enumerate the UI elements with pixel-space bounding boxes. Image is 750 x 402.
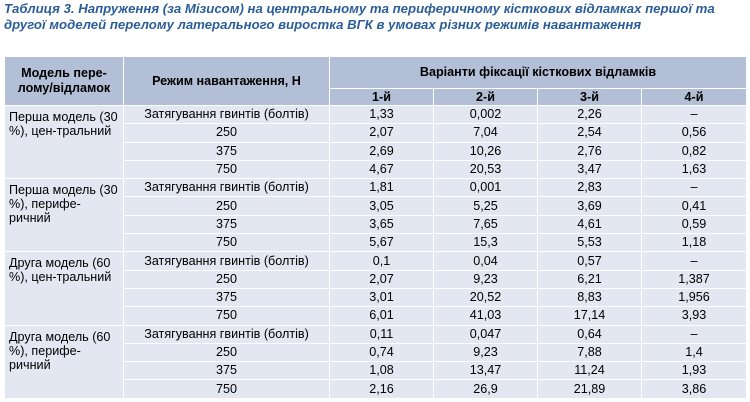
value-cell: 4,67 xyxy=(330,160,434,178)
value-cell: 7,04 xyxy=(434,124,538,142)
table-row xyxy=(5,325,747,343)
mode-cell: 375 xyxy=(124,362,330,380)
value-cell: 1,63 xyxy=(642,160,747,178)
value-cell: 0,002 xyxy=(434,106,538,124)
mode-cell: 250 xyxy=(124,124,330,142)
header-variant-2: 2-й xyxy=(434,89,538,106)
mode-cell: 250 xyxy=(124,343,330,361)
value-cell: 0,56 xyxy=(642,124,747,142)
table-row xyxy=(5,106,747,124)
value-cell: 7,88 xyxy=(538,343,642,361)
value-cell: 1,33 xyxy=(330,106,434,124)
mode-cell: 250 xyxy=(124,270,330,288)
value-cell: 1,4 xyxy=(642,343,747,361)
value-cell: 2,07 xyxy=(330,124,434,142)
value-cell: 17,14 xyxy=(538,307,642,325)
value-cell: 7,65 xyxy=(434,215,538,233)
model-cell: Друга модель (60 %), перифе-ричний xyxy=(5,325,124,398)
value-cell: 2,76 xyxy=(538,142,642,160)
value-cell: – xyxy=(642,179,747,197)
mode-cell: 250 xyxy=(124,197,330,215)
mode-cell: 750 xyxy=(124,307,330,325)
value-cell: – xyxy=(642,325,747,343)
mode-cell: 750 xyxy=(124,234,330,252)
value-cell: 10,26 xyxy=(434,142,538,160)
value-cell: 3,65 xyxy=(330,215,434,233)
value-cell: 3,47 xyxy=(538,160,642,178)
value-cell: 13,47 xyxy=(434,362,538,380)
value-cell: 0,74 xyxy=(330,343,434,361)
mode-cell: 375 xyxy=(124,142,330,160)
value-cell: 0,047 xyxy=(434,325,538,343)
value-cell: 0,59 xyxy=(642,215,747,233)
value-cell: 26,9 xyxy=(434,380,538,398)
header-model: Модель пере-лому/відламок xyxy=(5,57,124,106)
mode-cell: Затягування гвинтів (болтів) xyxy=(124,179,330,197)
value-cell: 21,89 xyxy=(538,380,642,398)
model-cell: Друга модель (60 %), цен-тральний xyxy=(5,252,124,325)
stress-table xyxy=(4,56,747,399)
value-cell: 5,67 xyxy=(330,234,434,252)
mode-cell: 375 xyxy=(124,215,330,233)
value-cell: 41,03 xyxy=(434,307,538,325)
header-variant-4: 4-й xyxy=(642,89,747,106)
value-cell: – xyxy=(642,252,747,270)
value-cell: 6,21 xyxy=(538,270,642,288)
value-cell: 9,23 xyxy=(434,270,538,288)
value-cell: 2,54 xyxy=(538,124,642,142)
value-cell: 0,04 xyxy=(434,252,538,270)
value-cell: 3,93 xyxy=(642,307,747,325)
header-variant-1: 1-й xyxy=(330,89,434,106)
value-cell: – xyxy=(642,106,747,124)
value-cell: 2,16 xyxy=(330,380,434,398)
value-cell: 3,05 xyxy=(330,197,434,215)
value-cell: 11,24 xyxy=(538,362,642,380)
mode-cell: Затягування гвинтів (болтів) xyxy=(124,252,330,270)
table-caption: Таблиця 3. Напруження (за Мізисом) на центральному та периферичному кісткових відламках першої та другої моделей перелому латерального виростка ВГК в умовах різних режимів навантаження xyxy=(4,1,715,32)
model-cell: Перша модель (30 %), перифе-ричний xyxy=(5,179,124,252)
value-cell: 8,83 xyxy=(538,288,642,306)
value-cell: 2,26 xyxy=(538,106,642,124)
table-row xyxy=(5,252,747,270)
value-cell: 3,69 xyxy=(538,197,642,215)
value-cell: 0,41 xyxy=(642,197,747,215)
value-cell: 1,93 xyxy=(642,362,747,380)
value-cell: 0,64 xyxy=(538,325,642,343)
header-variants: Варіанти фіксації кісткових відламків xyxy=(330,57,747,89)
mode-cell: 375 xyxy=(124,288,330,306)
value-cell: 0,1 xyxy=(330,252,434,270)
value-cell: 4,61 xyxy=(538,215,642,233)
table-row xyxy=(5,179,747,197)
value-cell: 2,69 xyxy=(330,142,434,160)
value-cell: 20,52 xyxy=(434,288,538,306)
mode-cell: Затягування гвинтів (болтів) xyxy=(124,325,330,343)
model-cell: Перша модель (30 %), цен-тральний xyxy=(5,106,124,179)
value-cell: 2,07 xyxy=(330,270,434,288)
value-cell: 5,53 xyxy=(538,234,642,252)
value-cell: 20,53 xyxy=(434,160,538,178)
mode-cell: 750 xyxy=(124,160,330,178)
value-cell: 6,01 xyxy=(330,307,434,325)
value-cell: 0,001 xyxy=(434,179,538,197)
value-cell: 15,3 xyxy=(434,234,538,252)
value-cell: 3,01 xyxy=(330,288,434,306)
value-cell: 0,11 xyxy=(330,325,434,343)
header-variant-3: 3-й xyxy=(538,89,642,106)
value-cell: 1,387 xyxy=(642,270,747,288)
value-cell: 0,57 xyxy=(538,252,642,270)
value-cell: 1,18 xyxy=(642,234,747,252)
mode-cell: 750 xyxy=(124,380,330,398)
value-cell: 9,23 xyxy=(434,343,538,361)
value-cell: 5,25 xyxy=(434,197,538,215)
value-cell: 1,08 xyxy=(330,362,434,380)
header-mode: Режим навантаження, Н xyxy=(124,57,330,106)
value-cell: 2,83 xyxy=(538,179,642,197)
value-cell: 1,956 xyxy=(642,288,747,306)
value-cell: 3,86 xyxy=(642,380,747,398)
mode-cell: Затягування гвинтів (болтів) xyxy=(124,106,330,124)
value-cell: 1,81 xyxy=(330,179,434,197)
value-cell: 0,82 xyxy=(642,142,747,160)
